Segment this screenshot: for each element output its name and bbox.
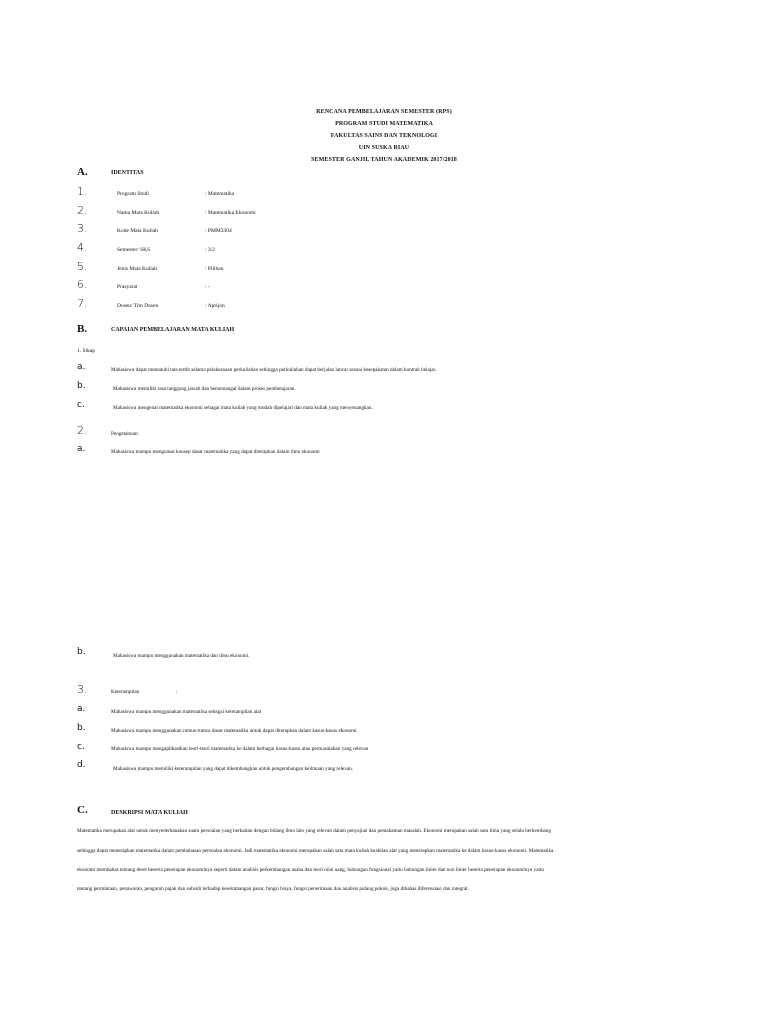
identity-label: Kode Mata Kuliah <box>117 228 158 234</box>
identity-value: : Matematika <box>205 191 235 197</box>
identity-num: 7. <box>77 297 88 310</box>
sikap-c-letter: c. <box>77 400 85 410</box>
sikap-heading: 1. Sikap <box>77 348 96 354</box>
description-line: Matematika merupakan alat untuk menyederhanakan suatu persoalan yang berkaitan dengan bidang ilmu lain yang relevan dalam penyajian dan pemahaman masalah. Ekonomi merupakan salah satu ilmu yang selalu berkembang <box>77 828 551 834</box>
identity-num: 1. <box>77 185 88 198</box>
pengetahuan-heading: Pengetahuan: <box>111 431 139 437</box>
doc-university: UIN SUSKA RIAU <box>358 145 410 151</box>
identity-num: 5. <box>77 260 88 273</box>
identity-value: : - <box>205 284 210 290</box>
identity-num: 3. <box>77 222 88 235</box>
keterampilan-c-letter: c. <box>77 742 85 752</box>
identity-label: Semester/ SKS <box>117 247 151 253</box>
doc-faculty: FAKULTAS SAINS DAN TEKNOLOGI <box>330 133 438 139</box>
pengetahuan-a-letter: a. <box>77 444 86 454</box>
identity-label: Nama Mata Kuliah <box>117 210 160 216</box>
section-c-title: DESKRIPSI MATA KULIAH <box>111 810 188 816</box>
keterampilan-b-letter: b. <box>77 723 86 733</box>
identity-num: 4. <box>77 241 88 254</box>
identity-value: : Matematika Ekonomi <box>205 210 256 216</box>
pengetahuan-a-text: Mahasiswa mampu menguasai konsep dasar matematika yang dapat diterapkan dalam ilmu ekonomi <box>111 449 320 455</box>
section-b-letter: B. <box>77 323 88 335</box>
pengetahuan-b-text: Mahasiswa mampu menggunakan matematika dan ilmu ekonomi. <box>113 653 250 659</box>
pengetahuan-b-letter: b. <box>77 647 86 657</box>
keterampilan-b-text: Mahasiswa mampu menggunakan rumus-rumus dasar matematika untuk dapat diterapkan dalam kasus-kasus ekonomi <box>111 728 357 734</box>
keterampilan-heading: Keterampilan <box>111 689 140 695</box>
keterampilan-d-text: Mahasiswa mampu memiliki keterampilan yang dapat dikembangkan untuk pengembangan keilmuan yang relevan. <box>113 766 353 772</box>
identity-label: Dosen/ Tim Dosen <box>117 303 159 309</box>
description-line: sehingga dapat menerapkan matematika dalam pembahasan persoalan ekonomi. Jadi matematika ekonomi merupakan salah satu mata kuliah keahlian alat yang menerapkan matematika ke dalam kasus-kasus ekonomi. Matematika <box>77 848 554 854</box>
identity-label: Program Studi <box>117 191 149 197</box>
keterampilan-d-letter: d. <box>77 760 86 770</box>
section-a-title: IDENTITAS <box>111 170 144 176</box>
sikap-c-text: Mahasiswa mengenal matematika ekonomi sebagai mata kuliah yang mudah dipelajari dan mata kuliah yang menyenangkan. <box>113 405 373 411</box>
identity-value: : PMM3304 <box>205 228 232 234</box>
keterampilan-c-text: Mahasiswa mampu mengaplikasikan teori-teori matematika ke dalam berbagai kasus-kasus atau permasalahan yang relevan <box>111 746 369 752</box>
identity-num: 6. <box>77 278 88 291</box>
sikap-b-text: Mahasiswa memiliki rasa tanggung jawab dan bersemangat dalam proses pembelajaran. <box>113 386 296 392</box>
doc-semester: SEMESTER GANJIL TAHUN AKADEMIK 2017/2018 <box>311 157 457 163</box>
doc-program: PROGRAM STUDI MATEMATIKA <box>335 121 433 127</box>
description-line: ekonomi membahas tentang deret beserta penerapan ekonominya seperti dalam analisis perkembangan usaha dan teori nilai uang, hubungan fungsional yaitu hubungan linier dan non linier beserta penerapan ekonominya yaitu <box>77 867 545 873</box>
identity-label: Jenis Mata Kuliah <box>117 266 158 272</box>
keterampilan-a-text: Mahasiswa mampu menggunakan matematika sebagai keterampilan alat <box>111 709 262 715</box>
section-b-title: CAPAIAN PEMBELAJARAN MATA KULIAH <box>111 327 235 333</box>
keterampilan-colon: : <box>176 689 178 695</box>
sikap-a-letter: a. <box>77 362 86 372</box>
section-a-letter: A. <box>77 166 88 178</box>
sikap-b-letter: b. <box>77 381 86 391</box>
keterampilan-num: 3. <box>77 683 88 696</box>
section-c-letter: C. <box>77 804 88 816</box>
doc-title: RENCANA PEMBELAJARAN SEMESTER (RPS) <box>316 109 452 115</box>
identity-value: : Aprijon <box>205 303 225 309</box>
identity-label: Prasyarat <box>117 284 138 290</box>
description-line: tentang permintaan, penawaran, pengaruh pajak dan subsidi terhadap keseimbangan pasar, fungsi biaya, fungsi penerimaan dan analisis pulang pokok, juga dibahas diferensiasi dan integral. <box>77 886 469 892</box>
identity-value: : 3/2 <box>205 247 215 253</box>
keterampilan-a-letter: a. <box>77 704 86 714</box>
identity-value: : Pilihan <box>205 266 224 272</box>
identity-num: 2. <box>77 204 88 217</box>
sikap-a-text: Mahasiswa dapat mematuhi tata tertib selama pelaksanaan perkuliahan sehingga perkuliahan dapat berjalan lancar sesuai kesepakatan dalam kontrak belajar. <box>111 367 437 373</box>
pengetahuan-num: 2. <box>77 424 88 437</box>
